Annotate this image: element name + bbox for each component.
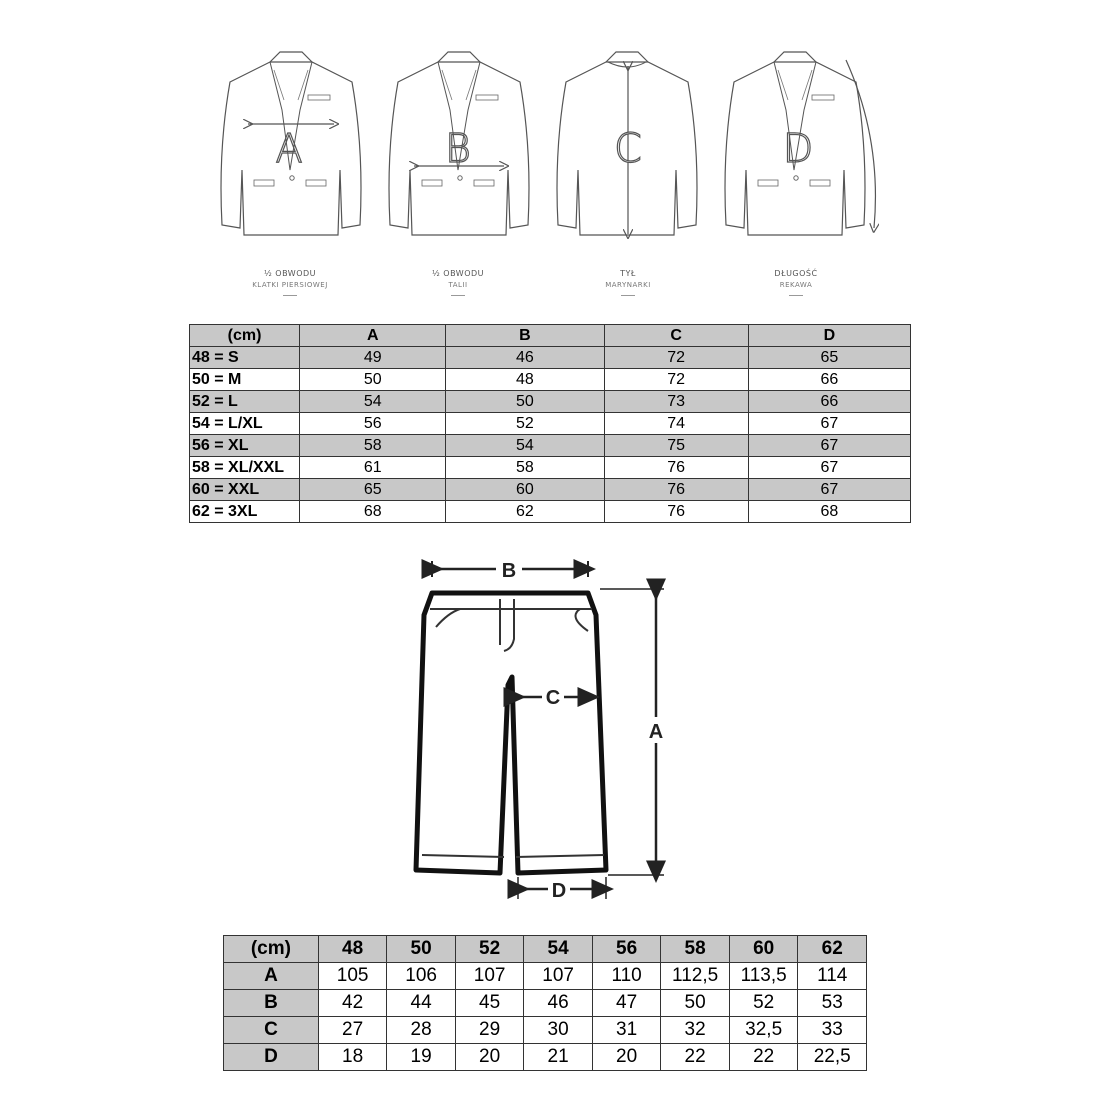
jacket-illustrations (200, 40, 900, 260)
value-cell: 105 (318, 963, 387, 990)
value-cell: 28 (387, 1017, 456, 1044)
value-cell: 22 (729, 1044, 798, 1071)
value-cell: 67 (748, 435, 910, 457)
value-cell: 32 (661, 1017, 730, 1044)
trouser-label-d: D (551, 880, 567, 902)
header-unit: (cm) (224, 936, 319, 963)
value-cell: 67 (748, 479, 910, 501)
table-row (190, 391, 911, 413)
value-cell: 66 (748, 391, 910, 413)
value-cell: 67 (748, 413, 910, 435)
measurement-label-cell: C (224, 1017, 319, 1044)
value-cell: 19 (387, 1044, 456, 1071)
value-cell: 45 (455, 990, 524, 1017)
value-cell: 46 (524, 990, 593, 1017)
jacket-figure-c (557, 52, 697, 235)
header-size-62: 62 (798, 936, 867, 963)
value-cell: 75 (604, 435, 748, 457)
value-cell: 52 (446, 413, 604, 435)
value-cell: 106 (387, 963, 456, 990)
measurement-label-cell: A (224, 963, 319, 990)
table-row (224, 990, 867, 1017)
size-cell: 50 = M (190, 369, 300, 391)
header-size-48: 48 (318, 936, 387, 963)
value-cell: 114 (798, 963, 867, 990)
value-cell: 44 (387, 990, 456, 1017)
value-cell: 50 (446, 391, 604, 413)
trouser-label-a: A (648, 721, 664, 743)
trouser-label-b: B (501, 560, 517, 582)
value-cell: 27 (318, 1017, 387, 1044)
header-size-52: 52 (455, 936, 524, 963)
size-cell: 60 = XXL (190, 479, 300, 501)
value-cell: 22,5 (798, 1044, 867, 1071)
jacket-figure-b (389, 52, 529, 235)
jacket-letter-b: B (444, 126, 472, 172)
value-cell: 22 (661, 1044, 730, 1071)
value-cell: 107 (455, 963, 524, 990)
table-row (190, 413, 911, 435)
value-cell: 73 (604, 391, 748, 413)
header-unit: (cm) (190, 325, 300, 347)
value-cell: 72 (604, 369, 748, 391)
value-cell: 67 (748, 457, 910, 479)
value-cell: 49 (300, 347, 446, 369)
value-cell: 112,5 (661, 963, 730, 990)
value-cell: 31 (592, 1017, 661, 1044)
value-cell: 33 (798, 1017, 867, 1044)
measurement-label-cell: B (224, 990, 319, 1017)
value-cell: 42 (318, 990, 387, 1017)
value-cell: 60 (446, 479, 604, 501)
table-row (190, 479, 911, 501)
table-row (190, 457, 911, 479)
value-cell: 72 (604, 347, 748, 369)
table-header-row (224, 936, 867, 963)
value-cell: 76 (604, 479, 748, 501)
jacket-size-table (189, 324, 911, 523)
value-cell: 21 (524, 1044, 593, 1071)
size-cell: 62 = 3XL (190, 501, 300, 523)
trouser-label-c: C (545, 687, 561, 709)
table-row (224, 1044, 867, 1071)
value-cell: 29 (455, 1017, 524, 1044)
value-cell: 50 (661, 990, 730, 1017)
jacket-label-d: DŁUGOŚĆ REKAWA (716, 268, 876, 296)
header-size-60: 60 (729, 936, 798, 963)
jacket-letter-a: A (275, 126, 303, 172)
value-cell: 107 (524, 963, 593, 990)
table-row (190, 347, 911, 369)
size-cell: 58 = XL/XXL (190, 457, 300, 479)
value-cell: 65 (748, 347, 910, 369)
value-cell: 62 (446, 501, 604, 523)
value-cell: 58 (446, 457, 604, 479)
size-cell: 48 = S (190, 347, 300, 369)
value-cell: 76 (604, 501, 748, 523)
value-cell: 32,5 (729, 1017, 798, 1044)
header-size-56: 56 (592, 936, 661, 963)
value-cell: 65 (300, 479, 446, 501)
value-cell: 66 (748, 369, 910, 391)
header-size-50: 50 (387, 936, 456, 963)
jacket-figure-a (221, 52, 361, 235)
value-cell: 18 (318, 1044, 387, 1071)
jacket-label-c: TYŁ MARYNARKI (548, 268, 708, 296)
size-cell: 54 = L/XL (190, 413, 300, 435)
size-cell: 52 = L (190, 391, 300, 413)
value-cell: 54 (300, 391, 446, 413)
table-row (190, 369, 911, 391)
table-header-row (190, 325, 911, 347)
jacket-figure-d (725, 52, 875, 235)
value-cell: 20 (455, 1044, 524, 1071)
value-cell: 76 (604, 457, 748, 479)
table-row (224, 1017, 867, 1044)
value-cell: 74 (604, 413, 748, 435)
value-cell: 46 (446, 347, 604, 369)
value-cell: 50 (300, 369, 446, 391)
value-cell: 110 (592, 963, 661, 990)
value-cell: 68 (748, 501, 910, 523)
value-cell: 53 (798, 990, 867, 1017)
value-cell: 58 (300, 435, 446, 457)
jacket-letter-d: D (782, 126, 814, 172)
table-row (224, 963, 867, 990)
value-cell: 61 (300, 457, 446, 479)
header-size-54: 54 (524, 936, 593, 963)
table-row (190, 435, 911, 457)
value-cell: 30 (524, 1017, 593, 1044)
value-cell: 113,5 (729, 963, 798, 990)
header-b: B (446, 325, 604, 347)
header-size-58: 58 (661, 936, 730, 963)
value-cell: 20 (592, 1044, 661, 1071)
header-d: D (748, 325, 910, 347)
value-cell: 48 (446, 369, 604, 391)
size-cell: 56 = XL (190, 435, 300, 457)
value-cell: 68 (300, 501, 446, 523)
value-cell: 56 (300, 413, 446, 435)
jacket-label-a: ½ OBWODU KLATKI PIERSIOWEJ (210, 268, 370, 296)
trouser-size-table (223, 935, 867, 1071)
value-cell: 54 (446, 435, 604, 457)
jacket-letter-c: C (614, 126, 642, 172)
value-cell: 52 (729, 990, 798, 1017)
header-a: A (300, 325, 446, 347)
value-cell: 47 (592, 990, 661, 1017)
measurement-label-cell: D (224, 1044, 319, 1071)
jacket-label-b: ½ OBWODU TALII (378, 268, 538, 296)
table-row (190, 501, 911, 523)
trousers-illustration (400, 555, 700, 915)
header-c: C (604, 325, 748, 347)
